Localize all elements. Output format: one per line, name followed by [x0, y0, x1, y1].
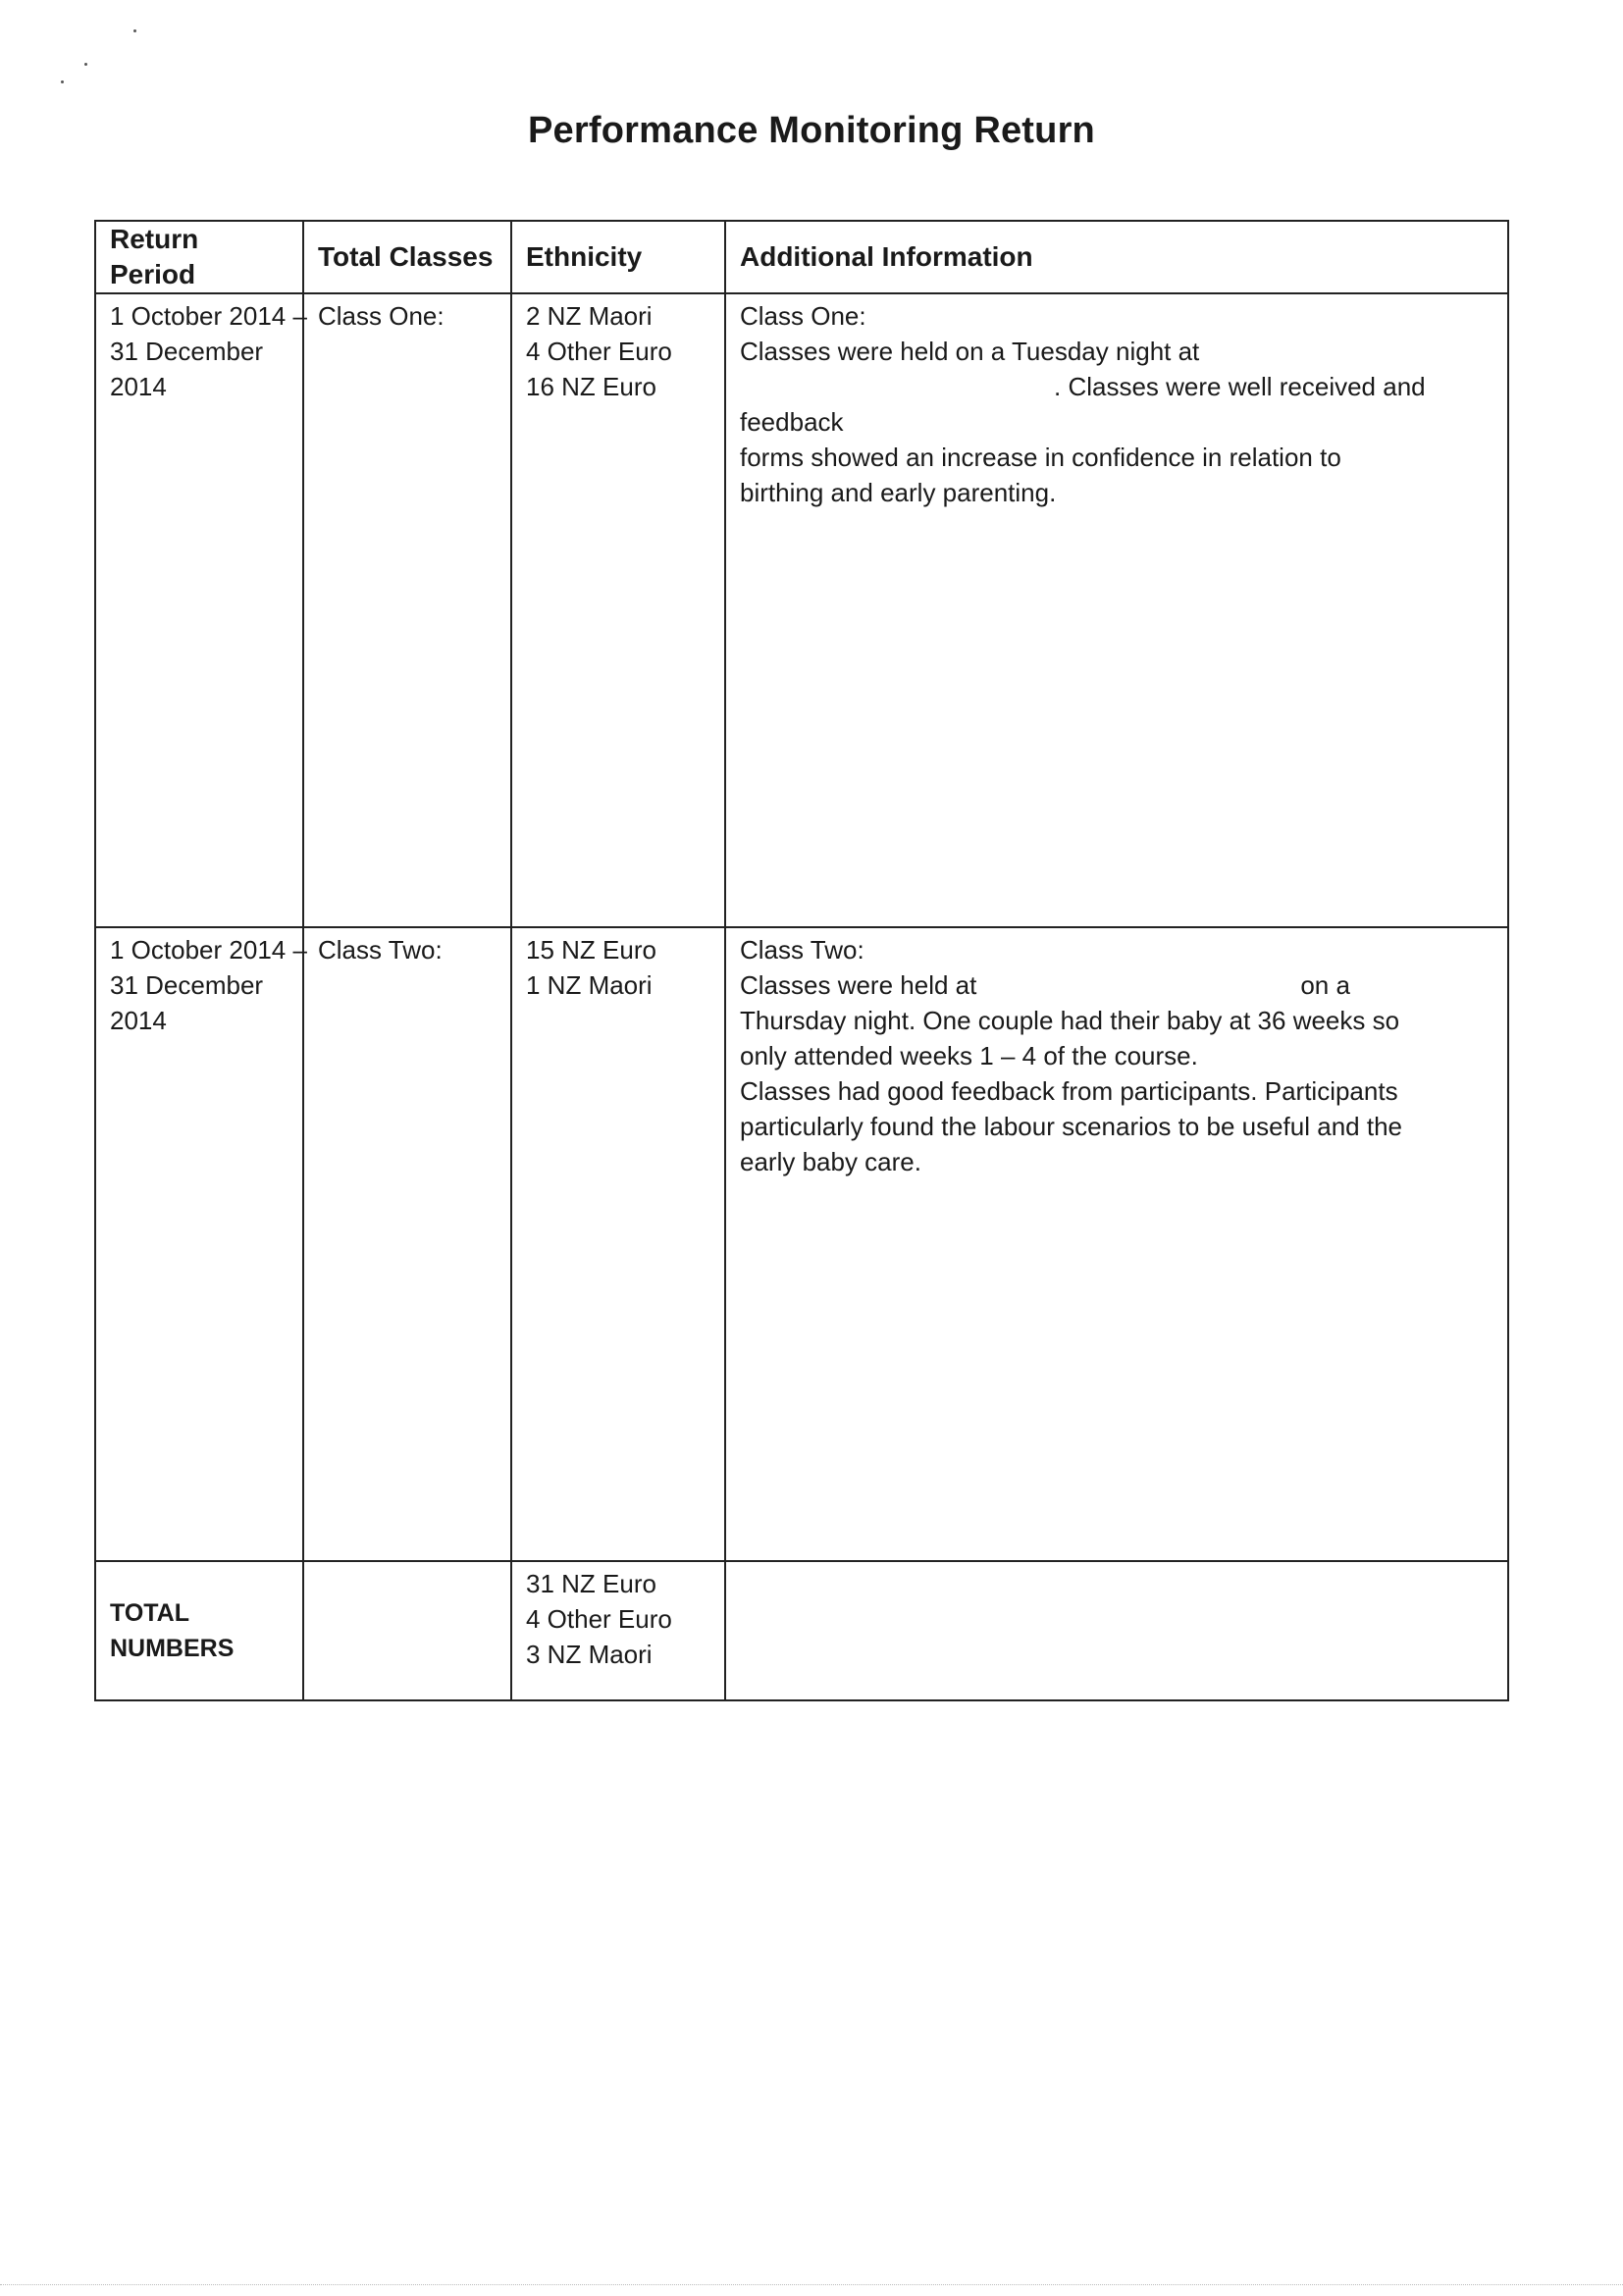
ethnicity-line: 3 NZ Maori — [526, 1640, 653, 1669]
ethnicity-line: 31 NZ Euro — [526, 1569, 656, 1598]
scan-speck — [133, 29, 136, 32]
return-period-cell — [95, 293, 307, 927]
info-line: early baby care. — [740, 1147, 921, 1176]
page-title: Performance Monitoring Return — [528, 110, 1095, 151]
additional-info-cell — [725, 293, 1508, 927]
info-line: Classes were held on a Tuesday night at — [740, 337, 1200, 366]
header-additional-information: Additional Information — [725, 221, 1508, 293]
ethnicity-line: 4 Other Euro — [526, 337, 672, 366]
total-classes-cell — [303, 1561, 511, 1700]
scan-speck — [61, 80, 64, 83]
ethnicity-cell — [511, 293, 725, 927]
period-line: 1 October 2014 – — [110, 301, 307, 331]
info-text: Classes were held at — [740, 970, 977, 1000]
performance-table — [94, 220, 1509, 1701]
header-return-period: Return Period — [95, 221, 303, 293]
info-line — [740, 967, 1493, 1003]
scan-speck — [84, 63, 87, 66]
info-line — [740, 369, 1493, 440]
ethnicity-line: 1 NZ Maori — [526, 970, 653, 1000]
class-label: Class Two: — [318, 935, 443, 965]
period-line: 2014 — [110, 372, 167, 401]
ethnicity-line: 4 Other Euro — [526, 1604, 672, 1634]
ethnicity-line: 2 NZ Maori — [526, 301, 653, 331]
total-classes-cell — [303, 293, 511, 927]
return-period-cell — [95, 927, 307, 1561]
info-line: only attended weeks 1 – 4 of the course. — [740, 1041, 1198, 1070]
header-total-classes: Total Classes — [303, 221, 511, 293]
table-row — [95, 927, 1508, 1561]
table-row — [95, 293, 1508, 927]
period-line: 31 December — [110, 337, 264, 366]
ethnicity-cell — [511, 1561, 725, 1700]
info-line: Class One: — [740, 301, 866, 331]
scan-edge-line — [0, 2284, 1623, 2285]
table-header-row — [95, 221, 1508, 293]
ethnicity-line: 15 NZ Euro — [526, 935, 656, 965]
period-line: 1 October 2014 – — [110, 935, 307, 965]
info-line: Classes had good feedback from participants. Participants — [740, 1076, 1398, 1106]
header-ethnicity: Ethnicity — [511, 221, 725, 293]
info-text: on a — [1300, 970, 1350, 1000]
info-line: forms showed an increase in confidence in relation to — [740, 443, 1341, 472]
info-text: . Classes were well received and feedback — [740, 372, 1426, 437]
ethnicity-cell — [511, 927, 725, 1561]
period-line: 31 December — [110, 970, 264, 1000]
period-line: 2014 — [110, 1006, 167, 1035]
totals-row — [95, 1561, 1508, 1700]
additional-info-cell — [725, 927, 1508, 1561]
total-numbers-label: TOTAL NUMBERS — [95, 1561, 303, 1700]
additional-info-cell — [725, 1561, 1508, 1700]
total-classes-cell — [303, 927, 511, 1561]
info-line: Class Two: — [740, 935, 864, 965]
ethnicity-line: 16 NZ Euro — [526, 372, 656, 401]
class-label: Class One: — [318, 301, 445, 331]
info-line: birthing and early parenting. — [740, 478, 1057, 507]
info-line: Thursday night. One couple had their baby at 36 weeks so — [740, 1006, 1400, 1035]
info-line: particularly found the labour scenarios to be useful and the — [740, 1112, 1402, 1141]
